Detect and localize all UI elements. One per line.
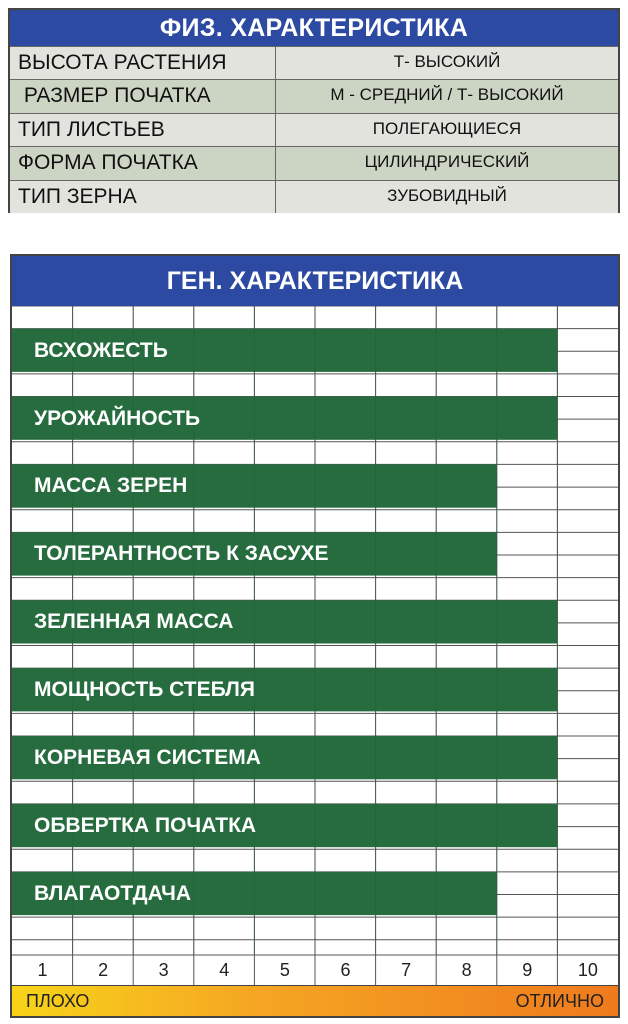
bar-label: КОРНЕВАЯ СИСТЕМА <box>34 746 261 770</box>
chart-title: ГЕН. ХАРАКТЕРИСТИКА <box>12 256 618 306</box>
row-key: ТИП ЛИСТЬЕВ <box>10 114 276 146</box>
bar-label: МАССА ЗЕРЕН <box>34 474 188 498</box>
x-tick-label: 2 <box>98 960 109 980</box>
table-row <box>10 113 618 146</box>
bar-label: ВСХОЖЕСТЬ <box>34 338 168 362</box>
row-key: ТИП ЗЕРНА <box>10 181 276 213</box>
bar-label: ОБВЕРТКА ПОЧАТКА <box>34 813 257 837</box>
table-row <box>10 79 618 112</box>
genetic-characteristics-chart <box>10 254 620 1018</box>
bar-label: МОЩНОСТЬ СТЕБЛЯ <box>34 678 256 702</box>
row-key: ФОРМА ПОЧАТКА <box>10 147 276 179</box>
physical-characteristics-table <box>8 8 620 213</box>
row-value: ЦИЛИНДРИЧЕСКИЙ <box>364 152 530 172</box>
scale-high-label: ОТЛИЧНО <box>515 991 604 1011</box>
row-key: ВЫСОТА РАСТЕНИЯ <box>10 47 276 79</box>
physical-table-title: ФИЗ. ХАРАКТЕРИСТИКА <box>10 10 618 46</box>
x-tick-label: 9 <box>522 960 533 980</box>
row-key: РАЗМЕР ПОЧАТКА <box>10 80 276 112</box>
bar-label: ТОЛЕРАНТНОСТЬ К ЗАСУХЕ <box>34 542 329 566</box>
x-tick-label: 4 <box>219 960 230 980</box>
x-tick-label: 7 <box>401 960 412 980</box>
row-value: ЗУБОВИДНЫЙ <box>387 185 507 205</box>
x-tick-label: 8 <box>461 960 472 980</box>
x-tick-label: 6 <box>340 960 351 980</box>
x-tick-label: 5 <box>279 960 290 980</box>
scale-low-label: ПЛОХО <box>26 991 90 1011</box>
bar-label: ЗЕЛЕННАЯ МАССА <box>34 610 234 634</box>
row-value: М - СРЕДНИЙ / Т- ВЫСОКИЙ <box>330 85 564 105</box>
row-value: ПОЛЕГАЮЩИЕСЯ <box>372 118 522 138</box>
bar-label: УРОЖАЙНОСТЬ <box>34 406 201 430</box>
x-tick-label: 3 <box>158 960 169 980</box>
row-value: Т- ВЫСОКИЙ <box>393 52 501 71</box>
scale-gradient-bar <box>12 985 618 1017</box>
x-tick-label: 10 <box>577 960 598 980</box>
table-row <box>10 180 618 213</box>
x-tick-label: 1 <box>37 960 48 980</box>
table-row <box>10 146 618 179</box>
bar-label: ВЛАГАОТДАЧА <box>34 881 192 905</box>
table-row <box>10 46 618 79</box>
